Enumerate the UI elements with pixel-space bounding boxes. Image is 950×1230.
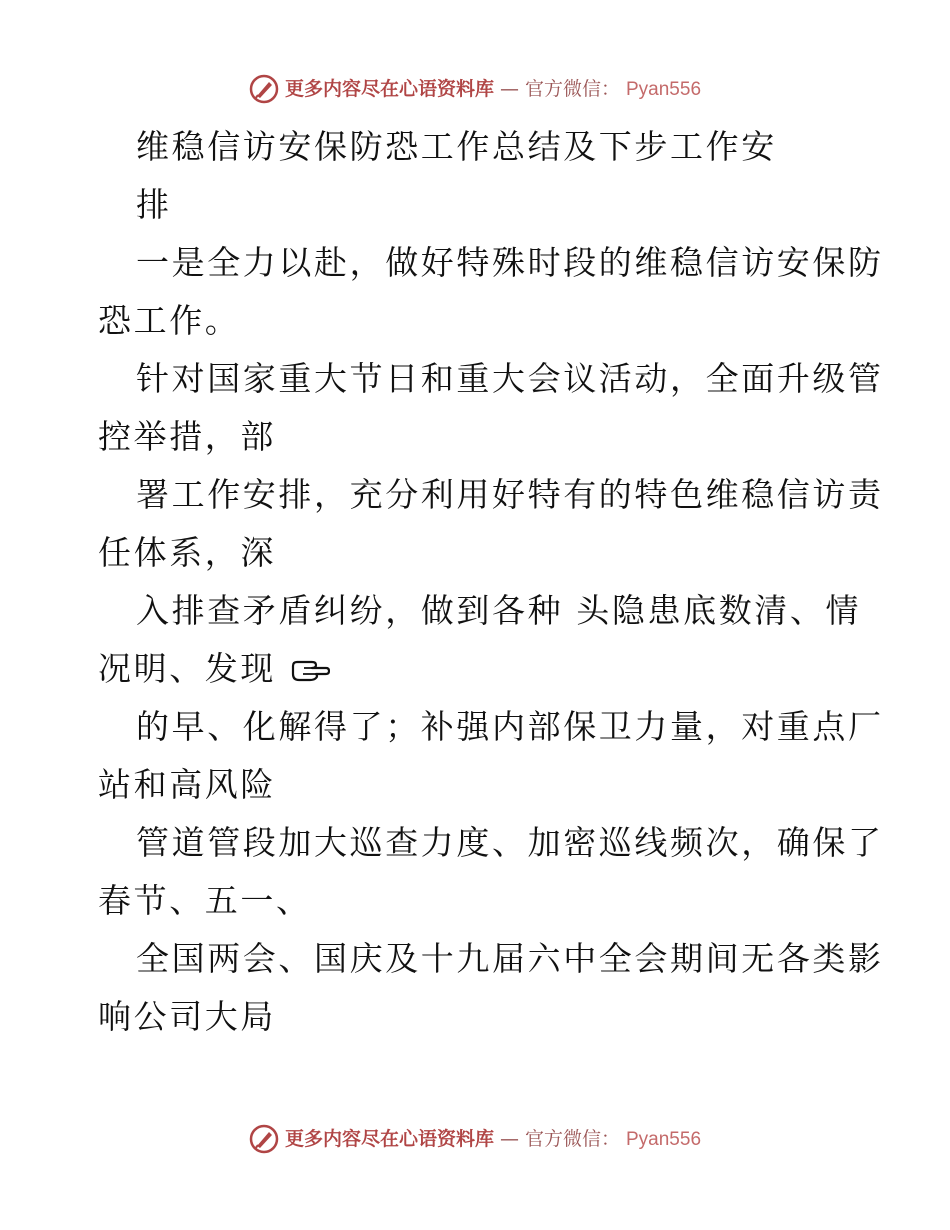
paragraph-line: 入排查矛盾纠纷，做到各种 头隐患底数清、情 — [136, 591, 862, 630]
paragraph-line: 全国两会、国庆及十九届六中全会期间无各类影 — [136, 939, 884, 978]
footer-official: 官方微信： — [524, 1127, 620, 1150]
paragraph-line: 站和高风险 — [98, 765, 276, 804]
header-official: 官方微信： — [524, 77, 620, 100]
paragraph-line: 恐工作。 — [98, 301, 241, 340]
paragraph-line: 响公司大局 — [98, 997, 276, 1036]
paragraph-line: 的早、化解得了；补强内部保卫力量，对重点厂 — [136, 707, 884, 746]
quill-logo-icon — [249, 1124, 279, 1154]
paragraph-line: 管道管段加大巡查力度、加密巡线频次，确保了 — [136, 823, 884, 862]
title-line-1: 维稳信访安保防恐工作总结及下步工作安 — [136, 127, 777, 166]
paragraph-line: 春节、五一、 — [98, 881, 312, 920]
paragraph-line-with-icon — [98, 640, 858, 698]
footer-separator: — — [499, 1127, 519, 1150]
title-line-2: 排 — [136, 185, 172, 224]
paragraph-text: 况明、发现 — [98, 649, 276, 688]
header-separator: — — [499, 77, 519, 100]
paragraph-line: 一是全力以赴，做好特殊时段的维稳信访安保防 — [136, 243, 884, 282]
pointing-hand-icon — [290, 656, 330, 684]
quill-logo-icon — [249, 74, 279, 104]
header-contact: Pyan556 — [626, 78, 702, 100]
footer-brand: 更多内容尽在心语资料库 — [284, 1127, 494, 1150]
paragraph-line: 署工作安排，充分利用好特有的特色维稳信访责 — [136, 475, 884, 514]
document-body — [98, 118, 884, 1046]
footer-contact: Pyan556 — [626, 1128, 702, 1150]
paragraph-line: 针对国家重大节日和重大会议活动，全面升级管 — [136, 359, 884, 398]
paragraph-line: 任体系，深 — [98, 533, 276, 572]
header-banner — [0, 74, 950, 104]
header-brand: 更多内容尽在心语资料库 — [284, 77, 494, 100]
paragraph-line: 控举措，部 — [98, 417, 276, 456]
footer-banner — [0, 1124, 950, 1154]
